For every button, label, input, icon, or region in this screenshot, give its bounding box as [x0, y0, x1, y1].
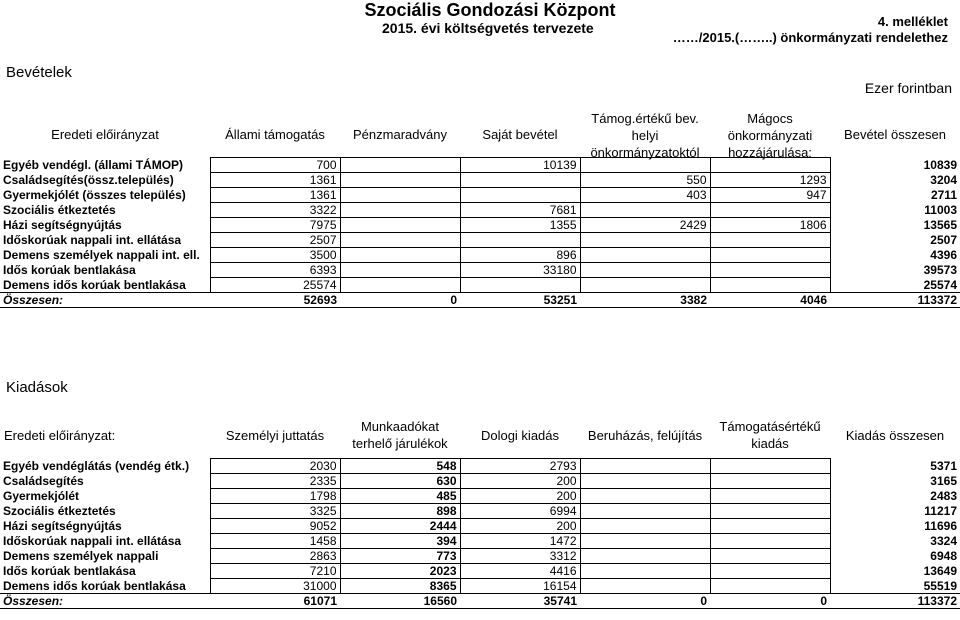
rev-row: [0, 278, 960, 293]
exp-cell: [710, 474, 830, 489]
rev-row-label: Időskorúak nappali int. ellátása: [3, 233, 182, 247]
exp-col-3: Dologi kiadás: [480, 428, 560, 443]
rev-total-cell: 3382: [580, 293, 710, 308]
rev-row-label: Idős korúak bentlakása: [3, 263, 136, 277]
exp-total-cell: 0: [710, 594, 830, 609]
rev-cell: 2429: [580, 218, 710, 233]
rev-col-3: Saját bevétel: [482, 127, 558, 142]
rev-cell: 700: [210, 158, 340, 173]
rev-cell: [710, 248, 830, 263]
exp-cell: 16154: [460, 579, 580, 594]
exp-cell: 5371: [930, 459, 957, 473]
rev-row: [0, 233, 960, 248]
exp-cell: 2483: [930, 489, 957, 503]
exp-col-1: Személyi juttatás: [225, 428, 325, 443]
exp-cell: 2863: [210, 549, 340, 564]
exp-cell: 773: [340, 549, 460, 564]
rev-row-label: Gyermekjólét (összes település): [3, 188, 186, 202]
rev-cell: 2711: [930, 188, 957, 202]
rev-cell: [580, 263, 710, 278]
rev-cell: 4396: [930, 248, 957, 262]
rev-cell: [710, 158, 830, 173]
exp-row-label: Egyéb vendéglátás (vendég étk.): [3, 459, 190, 473]
rev-row: [0, 173, 960, 188]
expense-section-title: Kiadások: [6, 379, 68, 396]
exp-cell: 31000: [210, 579, 340, 594]
rev-col-5: Mágocs önkormányzati hozzájárulása:: [727, 111, 813, 160]
rev-row-label: Házi segítségnyújtás: [3, 218, 122, 232]
rev-cell: [340, 248, 460, 263]
annex-label: 4. melléklet: [877, 14, 948, 29]
exp-row: [0, 489, 960, 504]
exp-row-label: Szociális étkeztetés: [3, 504, 116, 518]
rev-cell: [580, 158, 710, 173]
exp-col-5: Támogatásértékű kiadás: [719, 419, 821, 451]
rev-row: [0, 188, 960, 203]
rev-cell: 33180: [460, 263, 580, 278]
rev-cell: [580, 278, 710, 293]
rev-row: [0, 203, 960, 218]
exp-cell: 2023: [340, 564, 460, 579]
rev-cell: 25574: [210, 278, 340, 293]
rev-row: [0, 263, 960, 278]
rev-cell: 11003: [924, 203, 957, 217]
exp-row: [0, 459, 960, 474]
rev-cell: [340, 218, 460, 233]
exp-cell: 548: [340, 459, 460, 474]
rev-cell: [710, 203, 830, 218]
rev-cell: [340, 278, 460, 293]
exp-row-label: Gyermekjólét: [3, 489, 80, 503]
exp-cell: 1472: [460, 534, 580, 549]
rev-cell: 7681: [460, 203, 580, 218]
exp-cell: [580, 459, 710, 474]
exp-cell: 1798: [210, 489, 340, 504]
exp-row-label: Házi segítségnyújtás: [3, 519, 122, 533]
rev-total-cell: 53251: [460, 293, 580, 308]
exp-cell: [710, 579, 830, 594]
rev-row-label: Demens személyek nappali int. ell.: [3, 248, 200, 262]
rev-cell: 6393: [210, 263, 340, 278]
exp-total-cell: 35741: [460, 594, 580, 609]
rev-cell: [580, 203, 710, 218]
exp-cell: [580, 489, 710, 504]
rev-col-2: Pénzmaradvány: [353, 127, 447, 142]
rev-cell: 896: [460, 248, 580, 263]
exp-cell: [710, 519, 830, 534]
exp-col-4: Beruházás, felújítás: [587, 428, 703, 443]
revenue-table: [0, 157, 960, 308]
exp-row: [0, 579, 960, 594]
decree-label: ……/2015.(……..) önkormányzati rendelethez: [672, 30, 948, 45]
rev-col-1: Állami támogatás: [225, 127, 325, 142]
exp-total-cell: 0: [580, 594, 710, 609]
rev-cell: 1293: [710, 173, 830, 188]
rev-cell: 10839: [923, 158, 957, 172]
rev-cell: [340, 263, 460, 278]
rev-total-cell: 113372: [830, 293, 960, 308]
rev-cell: [460, 188, 580, 203]
rev-col-6: Bevétel összesen: [844, 127, 946, 142]
rev-cell: 39573: [923, 263, 957, 277]
exp-cell: [710, 459, 830, 474]
expense-table: [0, 458, 960, 609]
exp-cell: 2793: [460, 459, 580, 474]
rev-cell: [710, 278, 830, 293]
exp-cell: 6994: [460, 504, 580, 519]
rev-cell: 3204: [930, 173, 957, 187]
exp-col-2: Munkaadókat terhelő járulékok: [352, 419, 448, 451]
exp-row-label: Demens idős korúak bentlakása: [3, 578, 186, 593]
exp-cell: 3325: [210, 504, 340, 519]
exp-cell: 9052: [210, 519, 340, 534]
exp-row: [0, 504, 960, 519]
exp-row: [0, 534, 960, 549]
exp-cell: 13649: [923, 564, 957, 578]
exp-cell: 7210: [210, 564, 340, 579]
unit-label: Ezer forintban: [864, 80, 952, 96]
rev-cell: [580, 233, 710, 248]
rev-cell: [710, 263, 830, 278]
exp-cell: 3324: [930, 534, 957, 548]
rev-cell: 1361: [210, 173, 340, 188]
exp-cell: [710, 504, 830, 519]
exp-cell: 394: [340, 534, 460, 549]
rev-cell: 13565: [923, 218, 957, 232]
exp-total-label: Összesen:: [0, 594, 210, 609]
exp-cell: 1458: [210, 534, 340, 549]
rev-cell: [340, 188, 460, 203]
exp-cell: [580, 534, 710, 549]
rev-cell: [460, 173, 580, 188]
exp-cell: 200: [460, 474, 580, 489]
rev-cell: 3322: [210, 203, 340, 218]
exp-cell: 11217: [924, 504, 957, 518]
exp-cell: 200: [460, 489, 580, 504]
rev-cell: 403: [580, 188, 710, 203]
rev-total-cell: 4046: [710, 293, 830, 308]
exp-cell: [580, 474, 710, 489]
rev-cell: [580, 248, 710, 263]
exp-total-row: [0, 594, 960, 609]
exp-cell: 2335: [210, 474, 340, 489]
exp-row: [0, 519, 960, 534]
rev-cell: 2507: [210, 233, 340, 248]
rev-cell: [340, 233, 460, 248]
exp-cell: [580, 549, 710, 564]
exp-total-cell: 16560: [340, 594, 460, 609]
rev-col-4: Támog.értékű bev. helyi önkormányzatoktól: [590, 111, 700, 160]
exp-cell: 485: [340, 489, 460, 504]
exp-col-6: Kiadás összesen: [845, 428, 945, 443]
exp-row: [0, 474, 960, 489]
exp-cell: 200: [460, 519, 580, 534]
exp-cell: 630: [340, 474, 460, 489]
rev-total-label: Összesen:: [0, 293, 210, 308]
exp-total-cell: 113372: [830, 594, 960, 609]
rev-row-label: Egyéb vendégl. (állami TÁMOP): [3, 158, 184, 172]
exp-cell: 55519: [923, 578, 957, 593]
rev-cell: 947: [710, 188, 830, 203]
rev-cell: 25574: [923, 277, 957, 292]
rev-col-0: Eredeti előirányzat: [51, 127, 159, 142]
rev-cell: 550: [580, 173, 710, 188]
exp-row-label: Időskorúak nappali int. ellátása: [3, 534, 182, 548]
revenue-section-title: Bevételek: [6, 64, 72, 81]
exp-col-0: Eredeti előirányzat:: [4, 428, 116, 443]
rev-cell: [710, 233, 830, 248]
rev-cell: [460, 233, 580, 248]
rev-cell: 10139: [460, 158, 580, 173]
rev-row: [0, 248, 960, 263]
exp-row-label: Idős korúak bentlakása: [3, 564, 136, 578]
exp-cell: 8365: [340, 579, 460, 594]
exp-cell: 3165: [930, 474, 957, 488]
rev-cell: 1806: [710, 218, 830, 233]
exp-cell: [710, 549, 830, 564]
rev-row-label: Szociális étkeztetés: [3, 203, 116, 217]
rev-cell: 1355: [460, 218, 580, 233]
exp-cell: [580, 564, 710, 579]
exp-cell: 898: [340, 504, 460, 519]
rev-row-label: Családsegítés(össz.település): [3, 173, 174, 187]
rev-row: [0, 218, 960, 233]
rev-cell: [340, 173, 460, 188]
rev-cell: [340, 203, 460, 218]
rev-total-cell: 52693: [210, 293, 340, 308]
exp-cell: [710, 564, 830, 579]
rev-total-row: [0, 293, 960, 308]
rev-cell: [340, 158, 460, 173]
rev-cell: 3500: [210, 248, 340, 263]
exp-cell: [580, 504, 710, 519]
exp-row-label: Családsegítés: [3, 474, 84, 488]
rev-cell: 1361: [210, 188, 340, 203]
exp-cell: [580, 519, 710, 534]
exp-cell: 2030: [210, 459, 340, 474]
report-subtitle: 2015. évi költségvetés tervezete: [382, 20, 594, 36]
exp-cell: 2444: [340, 519, 460, 534]
exp-cell: 4416: [460, 564, 580, 579]
rev-cell: [460, 278, 580, 293]
rev-row: [0, 158, 960, 173]
exp-row: [0, 549, 960, 564]
rev-cell: 7975: [210, 218, 340, 233]
exp-row: [0, 564, 960, 579]
exp-cell: 6948: [930, 549, 957, 563]
rev-cell: 2507: [930, 233, 957, 247]
exp-total-cell: 61071: [210, 594, 340, 609]
rev-total-cell: 0: [340, 293, 460, 308]
exp-cell: 3312: [460, 549, 580, 564]
exp-cell: [710, 489, 830, 504]
exp-cell: [710, 534, 830, 549]
rev-row-label: Demens idős korúak bentlakása: [3, 277, 186, 292]
exp-row-label: Demens személyek nappali: [3, 549, 159, 563]
exp-cell: 11696: [924, 519, 957, 533]
report-title: Szociális Gondozási Központ: [364, 0, 616, 20]
exp-cell: [580, 579, 710, 594]
